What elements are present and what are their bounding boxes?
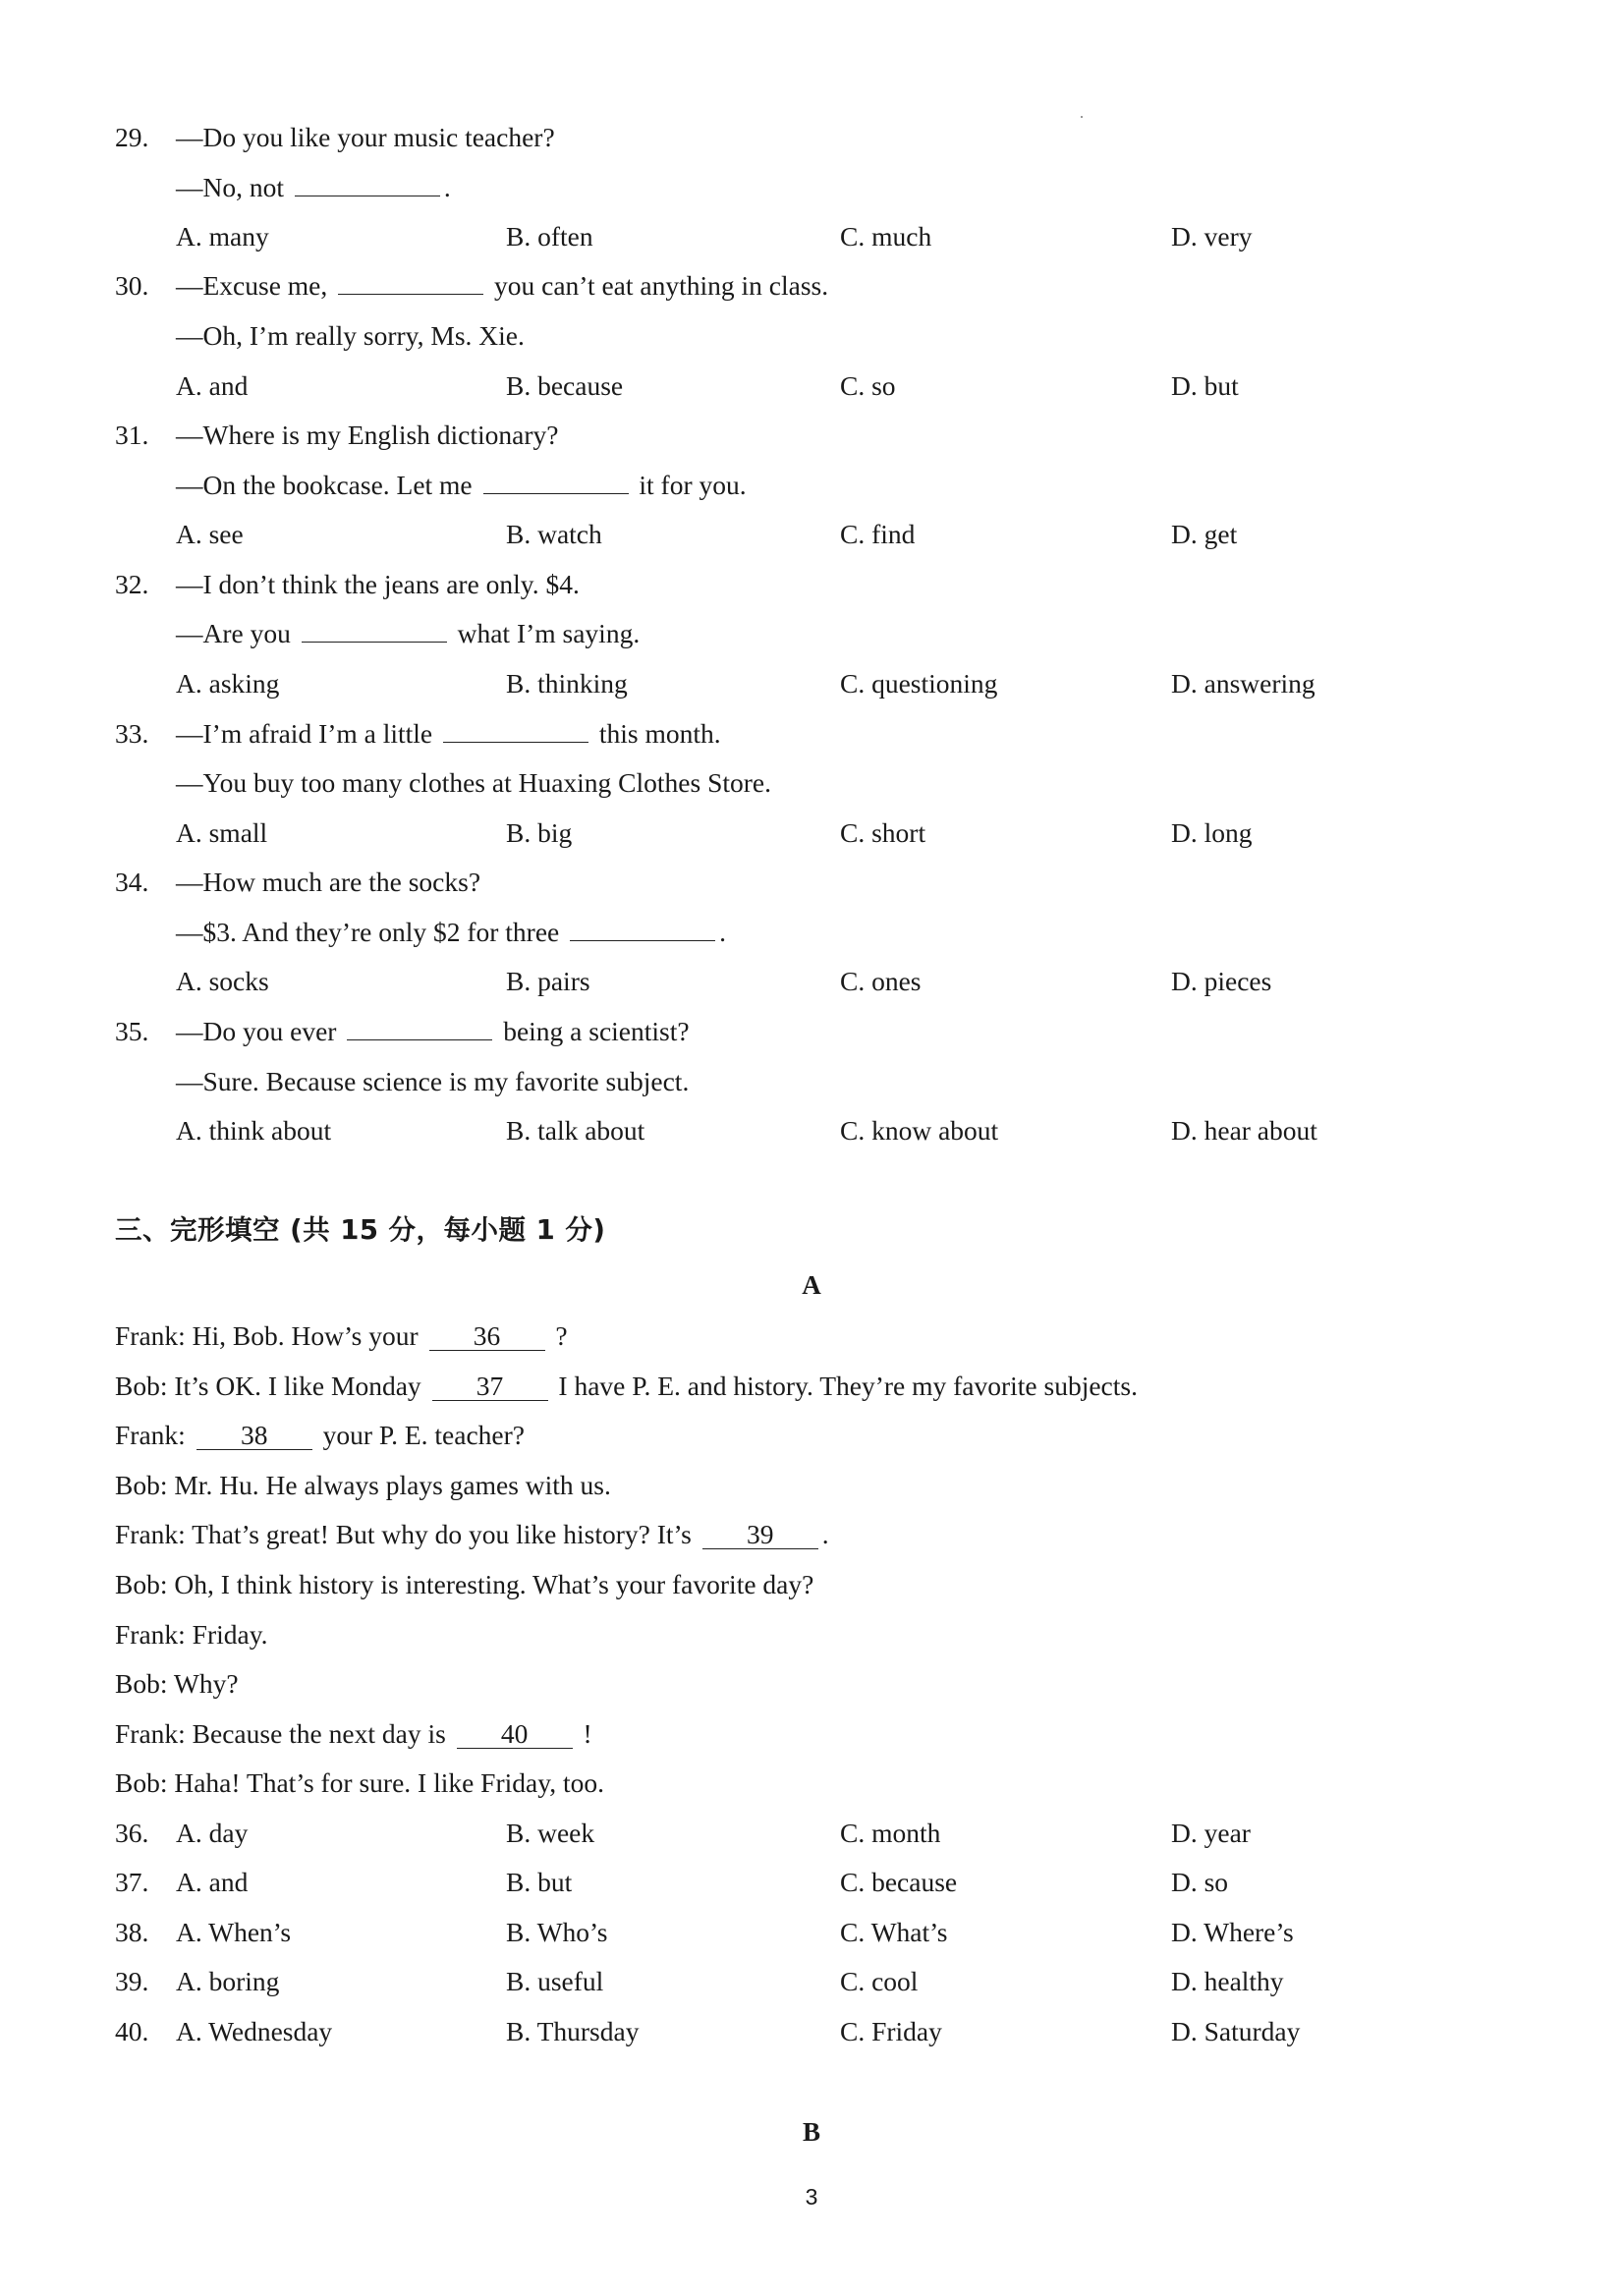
option-a: A. Wednesday bbox=[176, 2016, 333, 2046]
question-number: 36. bbox=[115, 1818, 149, 1848]
dialogue-text: Frank: Because the next day is bbox=[115, 1718, 446, 1749]
option-d: D. Saturday bbox=[1171, 2016, 1301, 2046]
question-response bbox=[176, 170, 451, 205]
option-d: D. Where’s bbox=[1171, 1917, 1294, 1947]
option-c: C. much bbox=[840, 221, 932, 252]
stem-text-end: this month. bbox=[598, 718, 721, 749]
question-stem: —How much are the socks? bbox=[176, 867, 481, 897]
dialogue-text: Frank: That’s great! But why do you like history? It’s bbox=[115, 1519, 692, 1549]
option-c: C. Friday bbox=[840, 2016, 942, 2046]
answer-blank bbox=[347, 1014, 492, 1040]
option-a: A. see bbox=[176, 519, 244, 549]
answer-blank bbox=[295, 170, 440, 196]
option-d: D. but bbox=[1171, 370, 1239, 401]
option-a: A. asking bbox=[176, 668, 280, 699]
dialogue-text-end: your P. E. teacher? bbox=[322, 1420, 525, 1450]
option-c: C. short bbox=[840, 817, 926, 848]
dialogue-text-end: ! bbox=[583, 1718, 592, 1749]
option-c: C. ones bbox=[840, 966, 922, 996]
response-text-end: what I’m saying. bbox=[457, 618, 641, 648]
question-response bbox=[176, 616, 640, 651]
question-stem: —Where is my English dictionary? bbox=[176, 420, 559, 450]
response-text-end: it for you. bbox=[639, 470, 747, 500]
option-d: D. get bbox=[1171, 519, 1238, 549]
question-response bbox=[176, 915, 726, 950]
scan-speck bbox=[1081, 116, 1083, 118]
option-c: C. questioning bbox=[840, 668, 998, 699]
answer-blank bbox=[302, 616, 447, 643]
dialogue-line: Bob: Why? bbox=[115, 1668, 239, 1699]
dialogue-text-end: ? bbox=[555, 1320, 568, 1351]
option-d: D. very bbox=[1171, 221, 1253, 252]
option-d: D. long bbox=[1171, 817, 1253, 848]
numbered-blank-39: 39 bbox=[702, 1521, 818, 1549]
option-a: A. boring bbox=[176, 1966, 280, 1996]
option-b: B. because bbox=[506, 370, 624, 401]
option-d: D. year bbox=[1171, 1818, 1251, 1848]
stem-text-end: you can’t eat anything in class. bbox=[494, 270, 829, 301]
dialogue-text: Bob: It’s OK. I like Monday bbox=[115, 1371, 421, 1401]
stem-text: —Excuse me, bbox=[176, 270, 328, 301]
dialogue-line: Bob: Mr. Hu. He always plays games with us. bbox=[115, 1470, 611, 1500]
dialogue-text: Frank: bbox=[115, 1420, 186, 1450]
option-b: B. Who’s bbox=[506, 1917, 608, 1947]
dialogue-line bbox=[115, 1369, 1525, 1404]
response-text-end: . bbox=[719, 917, 727, 947]
answer-blank bbox=[483, 468, 629, 494]
passage-b-title: B bbox=[802, 2117, 820, 2147]
option-b: B. pairs bbox=[506, 966, 590, 996]
question-response: —Sure. Because science is my favorite subject. bbox=[176, 1066, 690, 1096]
dialogue-line: Bob: Haha! That’s for sure. I like Friday, too. bbox=[115, 1767, 604, 1798]
option-c: C. What’s bbox=[840, 1917, 948, 1947]
option-c: C. find bbox=[840, 519, 916, 549]
question-response: —You buy too many clothes at Huaxing Clothes Store. bbox=[176, 767, 771, 798]
question-stem bbox=[176, 268, 828, 304]
page-number: 3 bbox=[805, 2184, 818, 2210]
section-title: 三、完形填空 (共 15 分，每小题 1 分) bbox=[115, 1214, 606, 1246]
dialogue-line bbox=[115, 1716, 1525, 1752]
numbered-blank-40: 40 bbox=[457, 1720, 573, 1749]
option-c: C. cool bbox=[840, 1966, 919, 1996]
option-d: D. answering bbox=[1171, 668, 1315, 699]
option-c: C. so bbox=[840, 370, 896, 401]
dialogue-line bbox=[115, 1418, 1525, 1453]
response-text: —Are you bbox=[176, 618, 291, 648]
answer-blank bbox=[443, 716, 588, 743]
question-number: 30. bbox=[115, 270, 149, 301]
question-stem: —I don’t think the jeans are only. $4. bbox=[176, 569, 580, 599]
option-a: A. many bbox=[176, 221, 269, 252]
option-b: B. often bbox=[506, 221, 593, 252]
option-d: D. so bbox=[1171, 1867, 1229, 1897]
stem-text: —Do you ever bbox=[176, 1016, 337, 1046]
dialogue-text-end: I have P. E. and history. They’re my favorite subjects. bbox=[558, 1371, 1138, 1401]
numbered-blank-37: 37 bbox=[432, 1372, 548, 1401]
stem-text: —I’m afraid I’m a little bbox=[176, 718, 433, 749]
option-d: D. hear about bbox=[1171, 1115, 1317, 1146]
option-a: A. small bbox=[176, 817, 268, 848]
stem-text-end: being a scientist? bbox=[503, 1016, 690, 1046]
question-response bbox=[176, 468, 747, 503]
question-number: 33. bbox=[115, 718, 149, 749]
question-number: 37. bbox=[115, 1867, 149, 1897]
option-b: B. but bbox=[506, 1867, 573, 1897]
option-b: B. useful bbox=[506, 1966, 604, 1996]
numbered-blank-36: 36 bbox=[429, 1322, 545, 1351]
question-stem: —Do you like your music teacher? bbox=[176, 122, 555, 152]
passage-a-title: A bbox=[802, 1270, 821, 1300]
dialogue-text: Frank: Hi, Bob. How’s your bbox=[115, 1320, 419, 1351]
response-text-end: . bbox=[443, 172, 451, 202]
response-text: —No, not bbox=[176, 172, 284, 202]
option-d: D. pieces bbox=[1171, 966, 1272, 996]
dialogue-line: Frank: Friday. bbox=[115, 1619, 268, 1650]
dialogue-line: Bob: Oh, I think history is interesting. What’s your favorite day? bbox=[115, 1569, 814, 1599]
option-c: C. month bbox=[840, 1818, 941, 1848]
option-b: B. talk about bbox=[506, 1115, 645, 1146]
option-a: A. socks bbox=[176, 966, 269, 996]
option-a: A. and bbox=[176, 370, 249, 401]
question-stem bbox=[176, 716, 721, 752]
question-number: 31. bbox=[115, 420, 149, 450]
answer-blank bbox=[570, 915, 715, 941]
option-b: B. week bbox=[506, 1818, 595, 1848]
question-number: 34. bbox=[115, 867, 149, 897]
numbered-blank-38: 38 bbox=[196, 1422, 312, 1450]
option-b: B. thinking bbox=[506, 668, 628, 699]
question-number: 38. bbox=[115, 1917, 149, 1947]
option-a: A. think about bbox=[176, 1115, 332, 1146]
option-c: C. because bbox=[840, 1867, 958, 1897]
option-b: B. watch bbox=[506, 519, 602, 549]
question-number: 35. bbox=[115, 1016, 149, 1046]
option-c: C. know about bbox=[840, 1115, 999, 1146]
question-number: 29. bbox=[115, 122, 149, 152]
option-a: A. day bbox=[176, 1818, 249, 1848]
question-number: 40. bbox=[115, 2016, 149, 2046]
question-response: —Oh, I’m really sorry, Ms. Xie. bbox=[176, 320, 525, 351]
option-a: A. When’s bbox=[176, 1917, 292, 1947]
response-text: —On the bookcase. Let me bbox=[176, 470, 473, 500]
dialogue-text-end: . bbox=[821, 1519, 829, 1549]
option-b: B. big bbox=[506, 817, 573, 848]
response-text: —$3. And they’re only $2 for three bbox=[176, 917, 560, 947]
option-b: B. Thursday bbox=[506, 2016, 640, 2046]
dialogue-line bbox=[115, 1517, 1525, 1552]
question-number: 39. bbox=[115, 1966, 149, 1996]
option-a: A. and bbox=[176, 1867, 249, 1897]
question-number: 32. bbox=[115, 569, 149, 599]
question-stem bbox=[176, 1014, 690, 1049]
option-d: D. healthy bbox=[1171, 1966, 1284, 1996]
dialogue-line bbox=[115, 1318, 1525, 1354]
answer-blank bbox=[338, 268, 483, 295]
